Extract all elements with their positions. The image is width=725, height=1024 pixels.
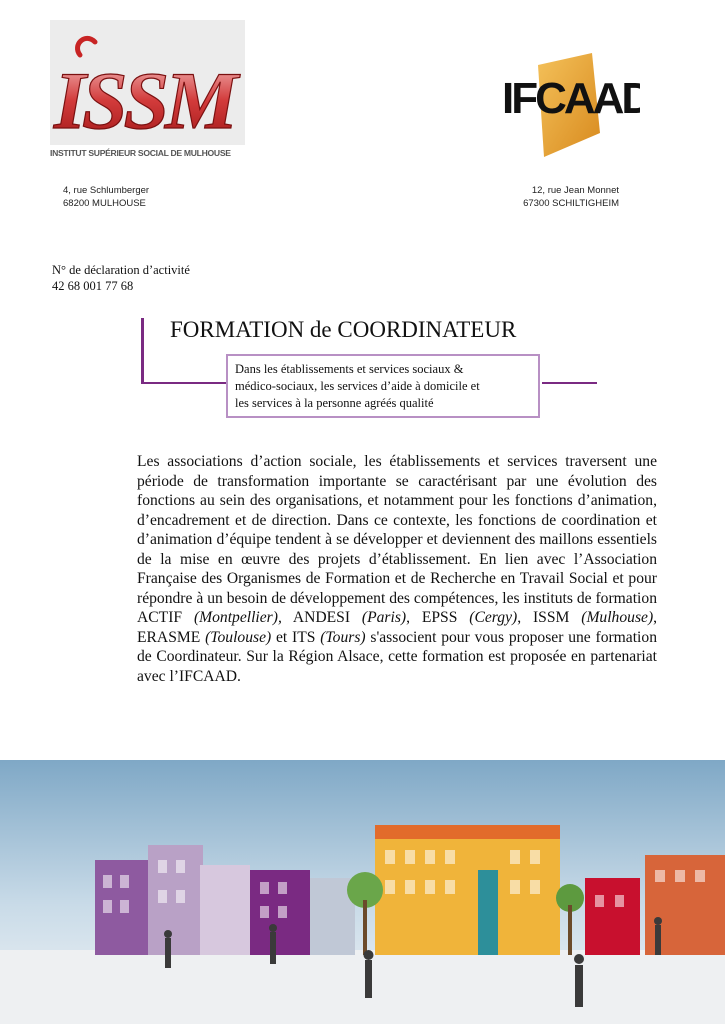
issm-tagline: INSTITUT SUPÉRIEUR SOCIAL DE MULHOUSE bbox=[50, 148, 231, 158]
body-city: (Mulhouse) bbox=[581, 609, 654, 626]
body-text-part: , EPSS bbox=[406, 609, 458, 626]
subtitle-line: médico-sociaux, les services d’aide à domicile et bbox=[235, 379, 480, 393]
body-text bbox=[137, 452, 657, 686]
body-text-part: s'associent pour vous proposer une formation de Coordinateur. Sur la Région Alsace, cette formation est proposée en partenariat avec l’IFCAAD bbox=[137, 628, 657, 685]
body-paragraph bbox=[137, 452, 657, 686]
ifcaad-address-line1: 12, rue Jean Monnet bbox=[531, 185, 619, 196]
body-text-part: , ERASME bbox=[137, 609, 658, 646]
title-accent-bottom bbox=[141, 382, 227, 384]
city-illustration bbox=[0, 760, 725, 1024]
body-text-part: Les associations d’action sociale, les établissements et services traversent une période de transformation importante se caractérisant par une évolution des fonctions au sein des organisations, et notamment pour les fonctions d’animation, d’encadrement et de direction. Dans ce contexte, les fonctions de coordination et d’animation d’équipe tendent à se développer et deviennent des maillons essentiels de la mise en œuvre des projets d’établissement. En lien avec l’Association Française des Organismes de Formation et de Recherche en Travail Social et pour répondre à un besoin de développement des compétences, les instituts de formation bbox=[137, 453, 657, 607]
title-accent-vertical bbox=[141, 318, 144, 384]
issm-address bbox=[63, 184, 149, 210]
declaration-number: 42 68 001 77 68 bbox=[52, 279, 134, 293]
issm-address-line2: 68200 MULHOUSE bbox=[63, 198, 146, 209]
body-city: (Paris) bbox=[361, 609, 407, 626]
ifcaad-logo-mark bbox=[500, 45, 640, 160]
body-text-part: et ITS bbox=[271, 628, 316, 646]
building-entrance bbox=[478, 870, 498, 955]
title-accent-right bbox=[542, 382, 597, 384]
body-text-part: ANDESI bbox=[281, 609, 351, 626]
ifcaad-logo bbox=[500, 45, 640, 160]
building-lavender bbox=[148, 845, 203, 955]
subtitle-line: Dans les établissements et services sociaux & bbox=[235, 362, 464, 376]
page-title: FORMATION de COORDINATEUR bbox=[170, 317, 517, 342]
svg-text:ISSM: ISSM bbox=[54, 55, 235, 145]
issm-logo bbox=[50, 20, 245, 170]
body-city: (Tours) bbox=[320, 628, 366, 646]
subtitle-line: les services à la personne agréés qualité bbox=[235, 396, 434, 410]
declaration-block bbox=[52, 262, 190, 294]
issm-logo-mark bbox=[50, 20, 245, 145]
body-city: (Toulouse) bbox=[205, 628, 272, 646]
svg-text:IFCAAD: IFCAAD bbox=[502, 74, 640, 123]
body-text-part: , ISSM bbox=[517, 609, 570, 626]
body-text-part: ACTIF bbox=[137, 609, 183, 626]
declaration-label: N° de déclaration d’activité bbox=[52, 263, 190, 277]
body-city: (Montpellier), bbox=[193, 609, 282, 626]
ifcaad-address-line2: 67300 SCHILTIGHEIM bbox=[523, 198, 619, 209]
building-light bbox=[200, 865, 250, 955]
subtitle-box bbox=[226, 354, 540, 418]
building-red bbox=[585, 878, 640, 955]
issm-address-line1: 4, rue Schlumberger bbox=[63, 185, 150, 196]
ifcaad-address bbox=[510, 184, 619, 210]
body-text-part: . bbox=[237, 667, 241, 685]
body-city: (Cergy) bbox=[469, 609, 518, 626]
